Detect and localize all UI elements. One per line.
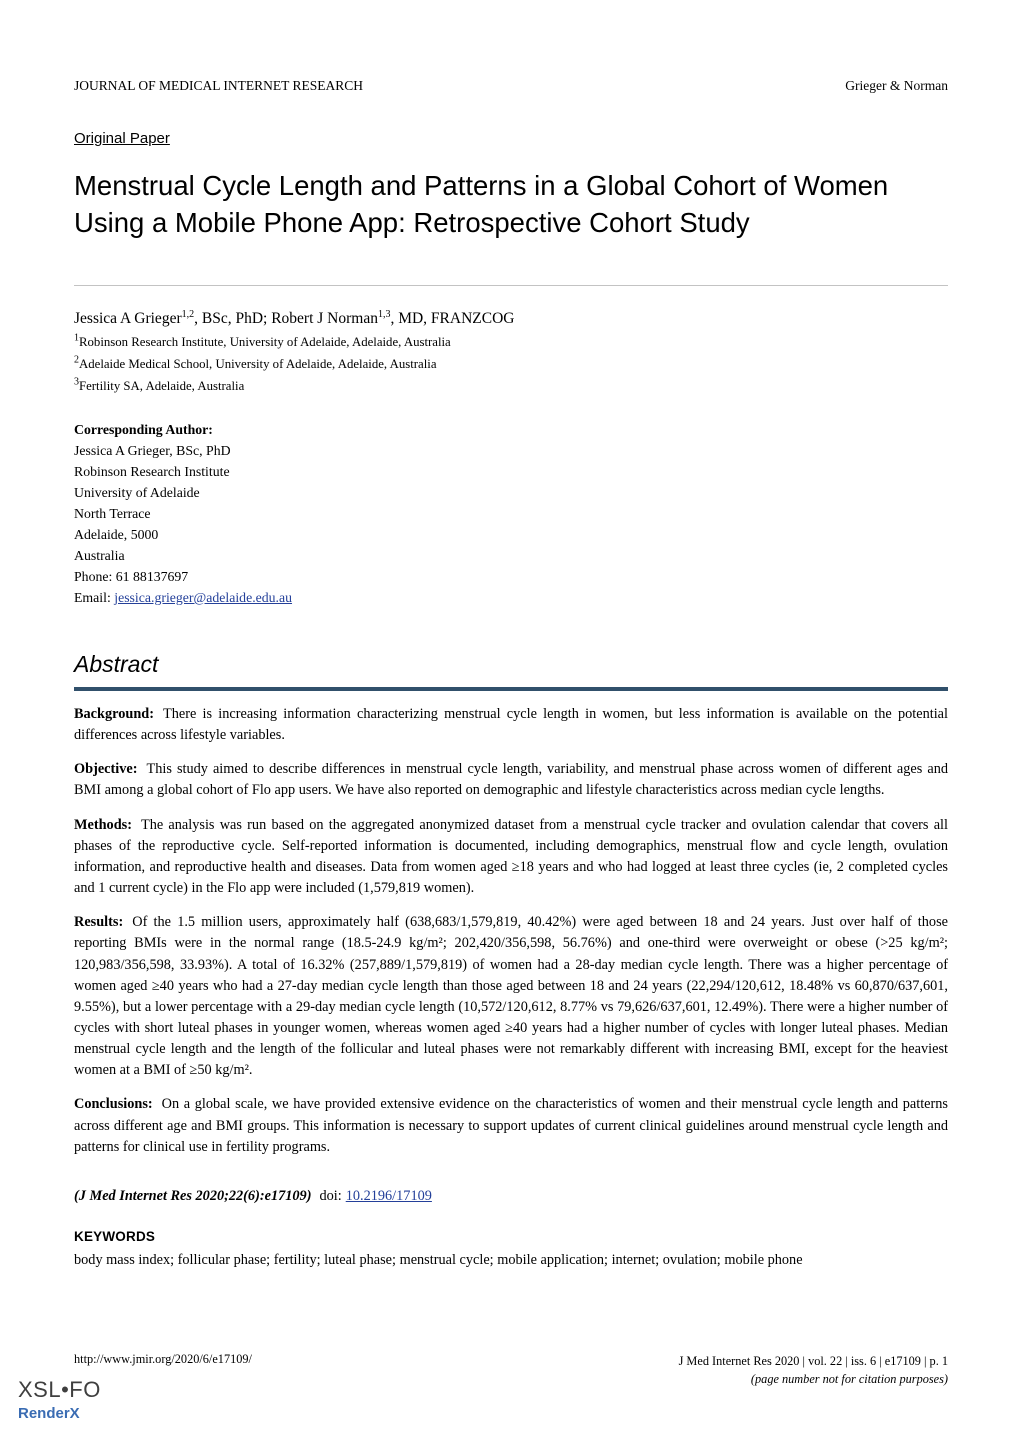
affiliation-sup: 2	[74, 354, 79, 366]
corresponding-author-phone: Phone: 61 88137697	[74, 569, 189, 585]
author-name-2: , BSc, PhD; Robert J Norman	[194, 310, 378, 328]
author-name-1: Jessica A Grieger	[74, 310, 182, 328]
abstract-conclusions	[74, 1094, 948, 1157]
author-affil-sup-2: 1,3	[377, 309, 391, 321]
affiliation-text: Robinson Research Institute, University of Adelaide, Adelaide, Australia	[79, 335, 451, 350]
journal-name: JOURNAL OF MEDICAL INTERNET RESEARCH	[74, 78, 364, 93]
abstract-section-label: Methods:	[74, 816, 132, 833]
affiliation-text: Fertility SA, Adelaide, Australia	[79, 379, 245, 394]
affiliation-2	[74, 354, 948, 372]
footer-note: (page number not for citation purposes)	[750, 1372, 948, 1387]
xsl-fo-logo-text: XSL•FO	[18, 1377, 101, 1402]
corresponding-author-city: Adelaide, 5000	[74, 527, 159, 543]
keywords-heading: KEYWORDS	[74, 1228, 156, 1244]
renderx-logo-text: RenderX	[18, 1405, 80, 1423]
corresponding-author-block	[74, 420, 948, 609]
footer-citation: J Med Internet Res 2020 | vol. 22 | iss. 6 | e17109 | p. 1	[678, 1354, 948, 1368]
corresponding-author-university: University of Adelaide	[74, 485, 200, 501]
corresponding-author-institute: Robinson Research Institute	[74, 464, 230, 480]
corresponding-author-street: North Terrace	[74, 506, 151, 522]
affiliation-sup: 3	[74, 376, 79, 388]
affiliation-1	[74, 332, 948, 350]
doi-label: doi:	[319, 1187, 342, 1204]
email-label: Email:	[74, 590, 115, 605]
doi-link[interactable]: 10.2196/17109	[345, 1187, 432, 1204]
abstract-section-text: There is increasing information characterizing menstrual cycle length in women, but less information is available on the potential differences across lifestyle variables.	[74, 705, 948, 744]
corresponding-author-name: Jessica A Grieger, BSc, PhD	[74, 443, 231, 459]
affiliation-sup: 1	[74, 332, 79, 344]
abstract-section-text: This study aimed to describe differences in menstrual cycle length, variability, and menstrual phase across women of different ages and BMI among a global cohort of Flo app users. We have also reported on demographic and lifestyle characteristics across median cycle lengths.	[74, 761, 948, 799]
affiliation-3	[74, 376, 948, 394]
keywords-list: body mass index; follicular phase; fertility; luteal phase; menstrual cycle; mobile application; internet; ovulation; mobile phone	[74, 1251, 803, 1268]
citation-line	[74, 1188, 948, 1205]
abstract-section-label: Conclusions:	[74, 1096, 153, 1113]
renderx-logo	[18, 1378, 101, 1423]
abstract-objective	[74, 759, 948, 801]
corresponding-author-heading: Corresponding Author:	[74, 422, 213, 438]
page-footer	[74, 1352, 948, 1389]
abstract-section-text: The analysis was run based on the aggregated anonymized dataset from a menstrual cycle tracker and ovulation calendar that covers all phases of the reproductive cycle. Self-reported information is documented, including demographics, menstrual flow and cycle length, ovulation information, and reproductive health and diseases. Data from women aged ≥18 years and who had logged at least three cycles (ie, 2 completed cycles and 1 current cycle) in the Flo app were included (1,579,819 women).	[74, 816, 948, 897]
author-affil-sup-1: 1,2	[181, 309, 195, 321]
abstract-methods	[74, 815, 948, 900]
author-degrees: , MD, FRANZCOG	[390, 310, 515, 328]
abstract-section-text: Of the 1.5 million users, approximately half (638,683/1,579,819, 40.42%) were aged between 18 and 24 years. Just over half of those reporting BMIs were in the normal range (18.5-24.9 kg/m²; 202,420/356,598, 56.76%) and one-third were overweight or obese (>25 kg/m²; 120,983/356,598, 33.93%). A total of 16.32% (257,889/1,579,819) of women had a 28-day median cycle length. There was a higher percentage of women aged ≥40 years who had a 27-day median cycle length than those aged between 18 and 24 years (22,294/120,612, 18.48% vs 60,870/637,601, 9.55%), but a lower percentage with a 29-day median cycle length (10,572/120,612, 8.77% vs 79,626/637,601, 12.49%). There were a higher number of cycles with short luteal phases in younger women, whereas women aged ≥40 years had a higher number of cycles with longer luteal phases. Median menstrual cycle length and the length of the follicular and luteal phases were not remarkably different with increasing BMI, except for the heaviest women at a BMI of ≥50 kg/m².	[74, 914, 948, 1079]
abstract-results	[74, 912, 948, 1081]
abstract-divider	[74, 687, 948, 691]
article-title: Menstrual Cycle Length and Patterns in a Global Cohort of Women Using a Mobile Phone App: Retrospective Cohort Study	[74, 170, 889, 239]
abstract-section-label: Background:	[74, 705, 154, 722]
corresponding-author-email-line	[74, 588, 948, 609]
abstract-section-label: Objective:	[74, 761, 138, 778]
running-header	[74, 78, 948, 94]
corresponding-author-country: Australia	[74, 548, 125, 564]
author-line	[74, 310, 948, 328]
abstract-heading: Abstract	[74, 650, 159, 677]
email-link[interactable]: jessica.grieger@adelaide.edu.au	[114, 590, 293, 605]
abstract-background	[74, 704, 948, 746]
title-divider	[74, 285, 948, 286]
abstract-section-label: Results:	[74, 914, 124, 931]
footer-citation-block	[679, 1352, 948, 1389]
article-type-label: Original Paper	[74, 130, 170, 147]
running-authors: Grieger & Norman	[845, 78, 948, 93]
footer-url: http://www.jmir.org/2020/6/e17109/	[74, 1352, 252, 1366]
citation-reference: (J Med Internet Res 2020;22(6):e17109)	[74, 1187, 312, 1204]
abstract-section-text: On a global scale, we have provided extensive evidence on the characteristics of women and their menstrual cycle length and patterns across different age and BMI groups. This information is necessary to support updates of current clinical guidelines around menstrual cycle length and patterns for clinical use in fertility programs.	[74, 1096, 948, 1155]
affiliation-text: Adelaide Medical School, University of Adelaide, Adelaide, Australia	[79, 357, 437, 372]
